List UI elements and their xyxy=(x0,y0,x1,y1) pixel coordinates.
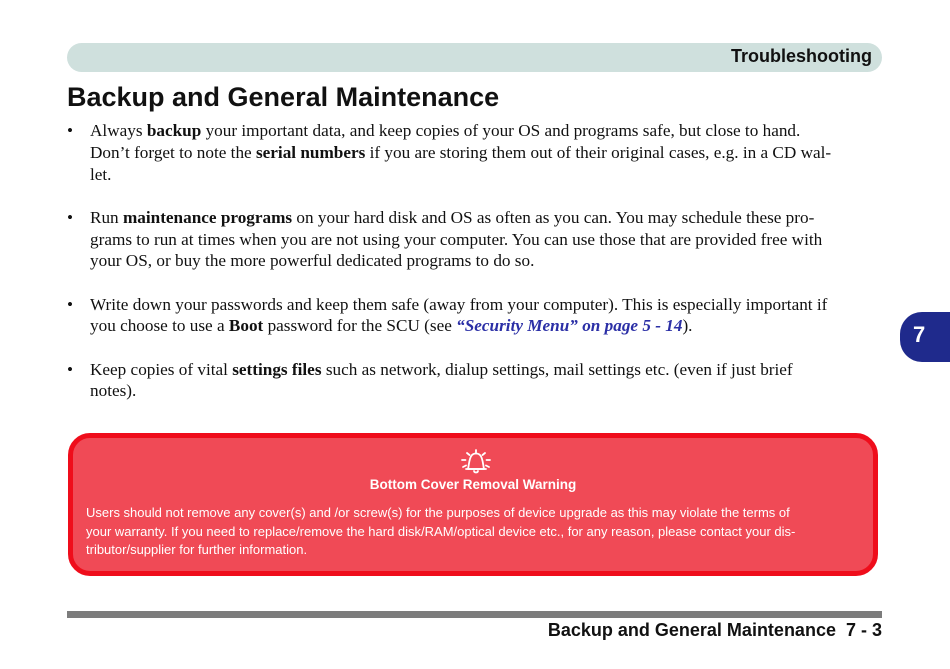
page-number: 7 - 3 xyxy=(845,620,882,640)
bullet-line: Always backup your important data, and keep copies of your OS and programs safe, but close to hand. xyxy=(90,121,801,140)
bold-term: backup xyxy=(146,121,202,140)
footer-title: Backup and General Maintenance xyxy=(547,620,836,640)
bullet-dot: • xyxy=(67,121,74,140)
footer xyxy=(548,620,882,641)
bullet-item-maintenance xyxy=(67,207,887,272)
bullet-item-backup xyxy=(67,120,887,185)
section-title: Troubleshooting xyxy=(731,46,872,66)
chapter-tab[interactable] xyxy=(900,312,950,362)
warning-title: Bottom Cover Removal Warning xyxy=(369,477,577,492)
chapter-number: 7 xyxy=(913,322,926,347)
bold-term: serial numbers xyxy=(255,142,366,162)
bullet-dot: • xyxy=(67,294,74,314)
footer-rule xyxy=(67,611,882,618)
security-menu-link[interactable]: “Security Menu” on page 5 - 14 xyxy=(456,316,683,336)
bold-term: maintenance programs xyxy=(122,207,293,227)
bullet-dot: • xyxy=(67,359,74,379)
bullet-line: let. xyxy=(90,164,112,184)
bullet-line: grams to run at times when you are not using your computer. You can use those that are provided free with xyxy=(90,229,823,249)
bold-term: Boot xyxy=(228,316,264,336)
bold-term: settings files xyxy=(232,359,322,379)
bullet-line: notes). xyxy=(90,381,137,401)
bullet-line: Keep copies of vital settings files such as network, dialup settings, mail settings etc. (even if just brief xyxy=(90,359,793,379)
bullet-item-settings xyxy=(67,359,887,403)
bullet-line: Run maintenance programs on your hard disk and OS as often as you can. You may schedule these pro- xyxy=(90,207,815,227)
bullet-line: Write down your passwords and keep them safe (away from your computer). This is especially important if xyxy=(90,294,828,314)
bullet-line: you choose to use a Boot password for the SCU (see “Security Menu” on page 5 - 14). xyxy=(90,316,693,336)
bullet-line: your OS, or buy the more powerful dedicated programs to do so. xyxy=(90,251,535,271)
section-header-bar xyxy=(67,43,882,72)
page-title: Backup and General Maintenance xyxy=(67,82,500,112)
bullet-item-passwords xyxy=(67,294,887,338)
warning-box xyxy=(68,433,878,576)
warning-text: Users should not remove any cover(s) and /or screw(s) for the purposes of device upgrade as this may violate the terms of your warranty. If you need to replace/remove the hard disk/RAM/optical device etc., for any reason, please contact your dis- tributor/supplier for further information. xyxy=(86,505,796,557)
bullet-dot: • xyxy=(67,207,74,227)
bullet-list xyxy=(67,120,887,424)
bullet-line: Don’t forget to note the serial numbers if you are storing them out of their original cases, e.g. in a CD wal- xyxy=(90,142,832,162)
warning-bell-icon xyxy=(459,447,493,475)
